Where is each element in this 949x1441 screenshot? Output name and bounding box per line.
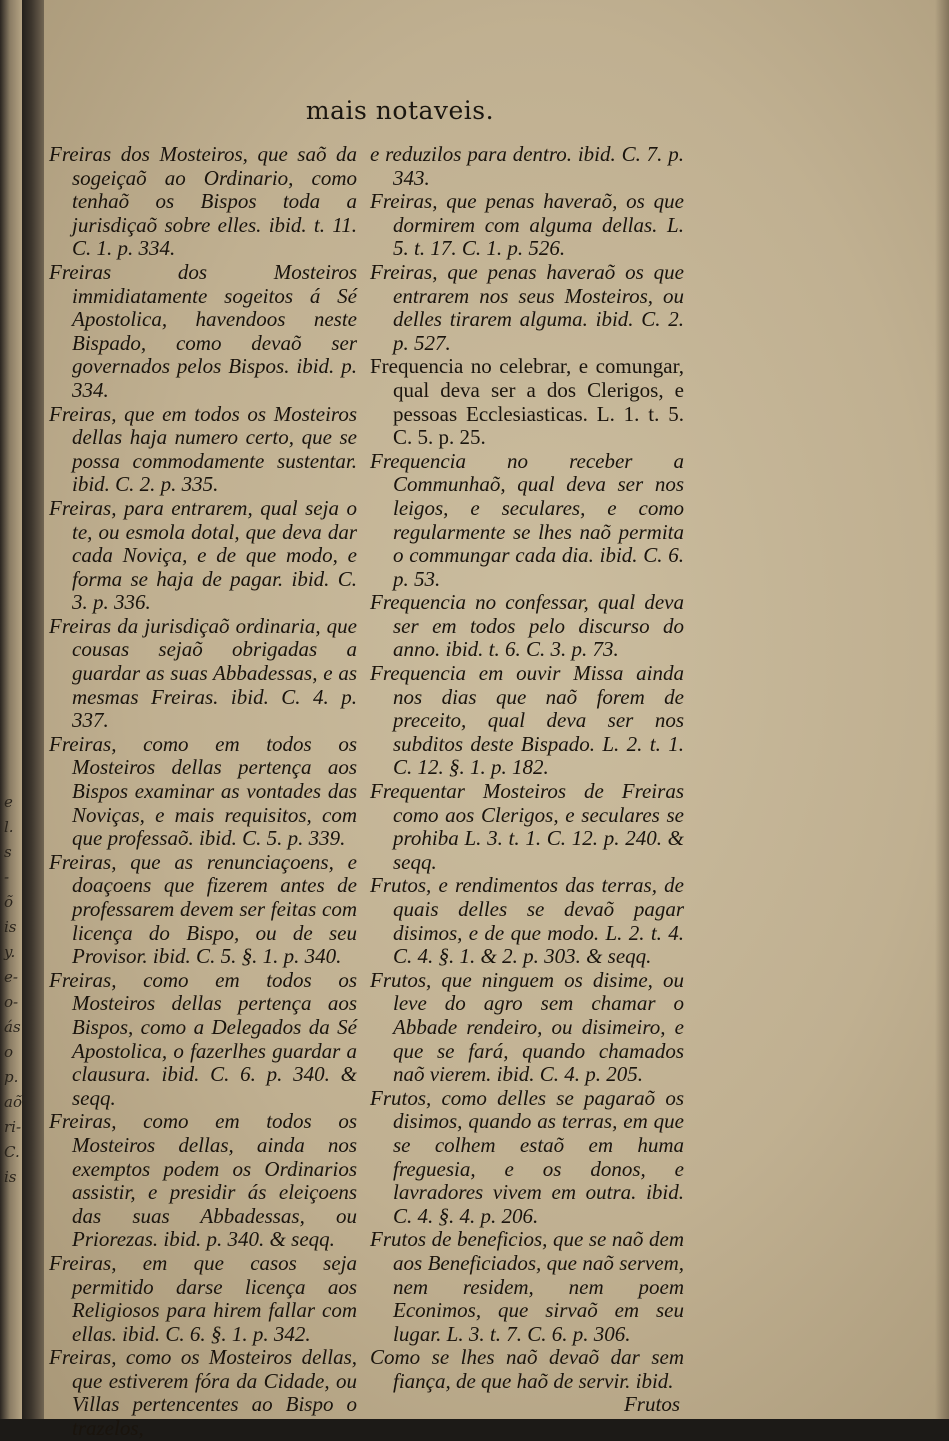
- index-entry: Frutos, que ninguem os disime, ou leve do agro sem chamar o Abbade rendeiro, ou disimeiro, e que se fará, quando chamados naõ vierem. ibid. C. 4. p. 205.: [370, 967, 684, 1087]
- index-entry: Frutos, como delles se pagaraõ os disimos, quando as terras, em que se colhem estaõ em huma freguesia, e os donos, e lavradores vivem em outra. ibid. C. 4. §. 4. p. 206.: [370, 1085, 684, 1228]
- book-gutter: [22, 0, 46, 1419]
- index-entry: Freiras dos Mosteiros immidiatamente sogeitos á Sé Apostolica, havendoos neste Bispado, como devaõ ser governados pelos Bispos. ibid. p. 334.: [49, 259, 357, 402]
- index-entry: Freiras, que em todos os Mosteiros dellas haja numero certo, que se possa commodamente sustentar. ibid. C. 2. p. 335.: [49, 401, 357, 497]
- running-head: mais notaveis.: [305, 96, 495, 125]
- index-entry: Freiras, como os Mosteiros dellas, que estiverem fóra da Cidade, ou Villas pertencentes ao Bispo o trazelos,: [49, 1345, 357, 1441]
- index-entry: Frutos, e rendimentos das terras, de quais delles se devaõ pagar disimos, e de que modo. L. 2. t. 4. C. 4. §. 1. & 2. p. 303. & seqq.: [370, 873, 684, 969]
- margin-fragment: o-: [4, 993, 19, 1011]
- index-entry-continuation: e reduzilos para dentro. ibid. C. 7. p. 343.: [370, 142, 684, 190]
- margin-fragment: o: [4, 1043, 14, 1061]
- margin-fragment: õ: [4, 893, 14, 911]
- index-entry: Freiras, como em todos os Mosteiros dellas, ainda nos exemptos podem os Ordinarios assistir, e presidir ás eleiçoens das suas Abbadessas, ou Priorezas. ibid. p. 340. & seqq.: [49, 1109, 357, 1252]
- index-entry: Frutos de beneficios, que se naõ dem aos Beneficiados, que naõ servem, nem residem, nem poem Econimos, que sirvaõ em seu lugar. L. 3. t. 7. C. 6. p. 306.: [370, 1227, 684, 1346]
- margin-fragment: is: [4, 918, 17, 936]
- index-entry: Frequentar Mosteiros de Freiras como aos Clerigos, e seculares se prohiba L. 3. t. 1. C. 12. p. 240. & seqq.: [370, 779, 684, 874]
- margin-fragment: is: [4, 1168, 17, 1186]
- left-column: [49, 143, 357, 1441]
- margin-fragment: l.: [4, 818, 14, 836]
- margin-fragment: e-: [4, 968, 18, 986]
- index-entry: Freiras, para entrarem, qual seja o te, ou esmola dotal, que deva dar cada Noviça, e de que modo, e forma se haja de pagar. ibid. C. 3. p. 336.: [49, 495, 357, 615]
- margin-fragment: ri-: [4, 1118, 22, 1136]
- index-entry: Frequencia no confessar, qual deva ser em todos pelo discurso do anno. ibid. t. 6. C. 3. p. 73.: [370, 590, 684, 662]
- index-entry: Frequencia em ouvir Missa ainda nos dias que naõ forem de preceito, qual deva ser nos subditos deste Bispado. L. 2. t. 1. C. 12. §. 1. p. 182.: [370, 661, 684, 780]
- margin-fragment: s: [4, 843, 12, 861]
- index-entry: Frequencia no receber a Communhaõ, qual deva ser nos leigos, e seculares, e como regularmente se lhes naõ permita o commungar cada dia. ibid. C. 6. p. 53.: [370, 448, 684, 591]
- margin-fragment: -: [4, 868, 10, 886]
- index-page: [44, 0, 949, 1441]
- index-entry: Freiras dos Mosteiros, que saõ da sogeiçaõ ao Ordinario, como tenhaõ os Bispos toda a jurisdiçaõ sobre elles. ibid. t. 11. C. 1. p. 334.: [49, 142, 357, 261]
- right-column: [370, 143, 684, 1417]
- catchword: Frutos: [623, 1392, 680, 1417]
- index-subentry: Como se lhes naõ devaõ dar sem fiança, de que haõ de servir. ibid.: [370, 1345, 684, 1393]
- margin-fragment: aõ: [4, 1093, 22, 1111]
- index-entry: Freiras da jurisdiçaõ ordinaria, que cousas sejaõ obrigadas a guardar as suas Abbadessas, e as mesmas Freiras. ibid. C. 4. p. 337.: [49, 613, 357, 733]
- margin-fragment: e: [4, 793, 13, 811]
- index-entry: Freiras, como em todos os Mosteiros dellas pertença aos Bispos examinar as vontades das Noviças, e mais requisitos, com que professaõ. ibid. C. 5. p. 339.: [49, 731, 357, 851]
- previous-page-margin-fragments: [0, 790, 22, 1190]
- margin-fragment: C.: [4, 1143, 20, 1161]
- margin-fragment: y.: [4, 943, 16, 961]
- index-entry: Freiras, que penas haveraõ os que entrarem nos seus Mosteiros, ou delles tirarem alguma. ibid. C. 2. p. 527.: [370, 259, 684, 355]
- margin-fragment: ás: [4, 1018, 21, 1036]
- previous-page-edge: [0, 0, 22, 1419]
- index-entry: Freiras, que penas haveraõ, os que dormirem com alguma dellas. L. 5. t. 17. C. 1. p. 526.: [370, 189, 684, 261]
- margin-fragment: p.: [4, 1068, 19, 1086]
- index-entry: Frequencia no celebrar, e comungar, qual deva ser a dos Clerigos, e pessoas Ecclesiasticas. L. 1. t. 5. C. 5. p. 25.: [370, 354, 684, 450]
- index-entry: Freiras, que as renunciaçoens, e doaçoens que fizerem antes de professarem devem ser feitas com licença do Bispo, ou de seu Provisor. ibid. C. 5. §. 1. p. 340.: [49, 849, 357, 969]
- index-entry: Freiras, em que casos seja permitido darse licença aos Religiosos para hirem fallar com ellas. ibid. C. 6. §. 1. p. 342.: [49, 1250, 357, 1346]
- index-entry: Freiras, como em todos os Mosteiros dellas pertença aos Bispos, como a Delegados da Sé Apostolica, o fazerlhes guardar a clausura. ibid. C. 6. p. 340. & seqq.: [49, 967, 357, 1110]
